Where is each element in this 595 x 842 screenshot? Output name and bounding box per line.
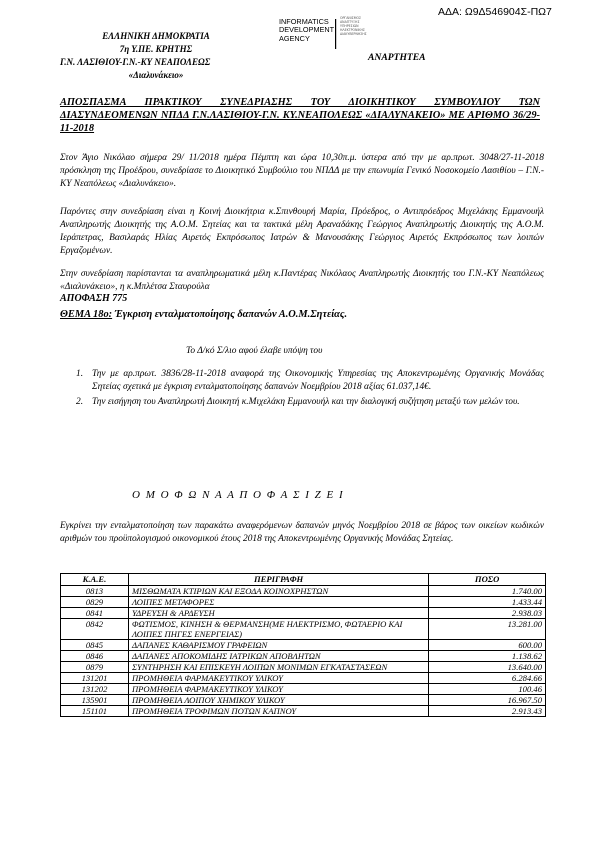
document-title: ΑΠΟΣΠΑΣΜΑ ΠΡΑΚΤΙΚΟΥ ΣΥΝΕΔΡΙΑΣΗΣ ΤΟΥ ΔΙΟΙΚΗΤΙΚΟΥ ΣΥΜΒΟΥΛΙΟΥ ΤΩΝ ΔΙΑΣΥΝΔΕΟΜΕΝΩΝ ΝΠΔΔ Γ.Ν.ΛΑΣΙΘΙΟΥ-Γ.Ν. ΚΥ.ΝΕΑΠΟΛΕΩΣ «ΔΙΑΛΥΝΑΚΕΙΟ» ΜΕ ΑΡΙΘΜΟ 36/29-11-2018	[60, 97, 540, 134]
logo-small-line: ΟΡΓΑΝΙΣΜΟΣ	[340, 16, 361, 20]
issuer-line: «Διαλυνάκειο»	[128, 70, 184, 80]
issuer-block	[56, 30, 256, 82]
header-amount: ΠΟΣΟ	[429, 574, 546, 586]
cell-amount: 1.433.44	[429, 597, 546, 608]
issuer-line: Γ.Ν. ΛΑΣΙΘΙΟΥ-Γ.Ν.-ΚΥ ΝΕΑΠΟΛΕΩΣ	[60, 57, 211, 67]
list-item	[60, 396, 544, 409]
list-number: 1.	[76, 369, 84, 379]
cell-amount: 13.640.00	[429, 662, 546, 673]
cell-amount: 1.138.62	[429, 651, 546, 662]
cell-amount: 13.281.00	[429, 619, 546, 640]
status-label: ΑΝΑΡΤΗΤΕΑ	[368, 52, 426, 63]
cell-description: ΠΡΟΜΗΘΕΙΑ ΦΑΡΜΑΚΕΥΤΙΚΟΥ ΥΛΙΚΟΥ	[128, 673, 428, 684]
logo-small-text	[340, 16, 390, 36]
table-row	[61, 706, 546, 717]
cell-description: ΜΙΣΘΩΜΑΤΑ ΚΤΙΡΙΩΝ ΚΑΙ ΕΞΟΔΑ ΚΟΙΝΟΧΡΗΣΤΩΝ	[128, 586, 428, 597]
cell-code: 0829	[61, 597, 129, 608]
header-description: ΠΕΡΙΓΡΑΦΗ	[128, 574, 428, 586]
expenses-table	[60, 573, 546, 717]
list-item-text: Την με αρ.πρωτ. 3836/28-11-2018 αναφορά της Οικονομικής Υπηρεσίας της Αποκεντρωμένης Οργανικής Μονάδας Σητείας σχετικά με έγκριση ενταλματοποίησης δαπανών Νοεμβρίου 2018 αξίας 61.037,14€.	[92, 369, 544, 392]
cell-amount: 100.46	[429, 684, 546, 695]
cell-amount: 2.913.43	[429, 706, 546, 717]
issuer-line: 7η Υ.ΠΕ. ΚΡΗΤΗΣ	[119, 44, 193, 54]
cell-amount: 6.284.66	[429, 673, 546, 684]
table-row	[61, 640, 546, 651]
paragraph-substitutes: Στην συνεδρίαση παρίστανται τα αναπληρωματικά μέλη κ.Παντέρας Νικόλαος Αναπληρωτής Διοικητής του Γ.Ν.-ΚΥ Νεαπόλεως «Διαλυνάκειο», η κ.Μπλέτσα Σταυρούλα	[60, 269, 544, 292]
considerations-list	[60, 368, 544, 411]
subject-label: ΘΕΜΑ 18ο:	[60, 309, 113, 320]
table-header-row	[61, 574, 546, 586]
logo-line: DEVELOPMENT	[279, 25, 335, 35]
cell-description: ΔΑΠΑΝΕΣ ΚΑΘΑΡΙΣΜΟΥ ΓΡΑΦΕΙΩΝ	[128, 640, 428, 651]
list-number: 2.	[76, 397, 84, 407]
cell-code: 0813	[61, 586, 129, 597]
subject-line	[60, 309, 347, 320]
cell-code: 151101	[61, 706, 129, 717]
list-item-text: Την εισήγηση του Αναπληρωτή Διοικητή κ.Μιχελάκη Εμμανουήλ και την διαλογική συζήτηση μεταξύ των μελών του.	[92, 397, 520, 407]
unanimous-heading: Ο Μ Ο Φ Ω Ν Α Α Π Ο Φ Α Σ Ι Ζ Ε Ι	[132, 489, 345, 501]
cell-code: 0845	[61, 640, 129, 651]
cell-description: ΠΡΟΜΗΘΕΙΑ ΤΡΟΦΙΜΩΝ ΠΟΤΩΝ ΚΑΠΝΟΥ	[128, 706, 428, 717]
ada-code: ΑΔΑ: Ω9Δ546904Σ-ΠΩ7	[438, 6, 552, 18]
board-considered: Το Δ/κό Σ/λιο αφού έλαβε υπόψη του	[186, 346, 323, 356]
table-row	[61, 662, 546, 673]
paragraph-present: Παρόντες στην συνεδρίαση είναι η Κοινή Διοικήτρια κ.Σπινθουρή Μαρία, Πρόεδρος, ο Αντιπρόεδρος Μιχελάκης Εμμανουήλ Αναπληρωτής Διοικητής της Α.Ο.Μ. Σητείας και τα τακτικά μέλη Αραναδάκης Γεώργιος Αναπληρωτής Διοικητής της Α.Ο.Μ. Ιεράπετρας, Βασιλαράς Ηλίας Αιρετός Εκπρόσωπος Ιατρών & Μανουσάκης Γεώργιος Αιρετός Εκπρόσωπος των λοιπών Εργαζομένων.	[60, 207, 544, 256]
cell-description: ΣΥΝΤΗΡΗΣΗ ΚΑΙ ΕΠΙΣΚΕΥΗ ΛΟΙΠΩΝ ΜΟΝΙΜΩΝ ΕΓΚΑΤΑΣΤΑΣΕΩΝ	[128, 662, 428, 673]
table-row	[61, 684, 546, 695]
cell-description: ΔΑΠΑΝΕΣ ΑΠΟΚΟΜΙΔΗΣ ΙΑΤΡΙΚΩΝ ΑΠΟΒΛΗΤΩΝ	[128, 651, 428, 662]
table-row	[61, 586, 546, 597]
cell-amount: 1.740.00	[429, 586, 546, 597]
logo-line: INFORMATICS	[279, 17, 329, 26]
cell-description: ΠΡΟΜΗΘΕΙΑ ΦΑΡΜΑΚΕΥΤΙΚΟΥ ΥΛΙΚΟΥ	[128, 684, 428, 695]
cell-code: 0879	[61, 662, 129, 673]
cell-code: 0846	[61, 651, 129, 662]
logo-small-line: ΥΠΗΡΕΣΙΩΝ	[340, 24, 359, 28]
paragraph-approves: Εγκρίνει την ενταλματοποίηση των παρακάτω αναφερόμενων δαπανών μηνός Νοεμβρίου 2018 σε βάρος των οικείων κωδικών αριθμών του προϋπολογισμού οικονομικού έτους 2018 της Αποκεντρωμένης Οργανικής Μονάδας Σητείας.	[60, 521, 544, 544]
table-row	[61, 608, 546, 619]
table-row	[61, 597, 546, 608]
table-row	[61, 651, 546, 662]
cell-amount: 16.967.50	[429, 695, 546, 706]
cell-description: ΠΡΟΜΗΘΕΙΑ ΛΟΙΠΟΥ ΧΗΜΙΚΟΥ ΥΛΙΚΟΥ	[128, 695, 428, 706]
logo-small-line: ΗΛΕΚΤΡΟΝΙΚΗΣ	[340, 28, 365, 32]
cell-description: ΛΟΙΠΕΣ ΜΕΤΑΦΟΡΕΣ	[128, 597, 428, 608]
subject-text: Έγκριση ενταλματοποίησης δαπανών Α.Ο.Μ.Σητείας.	[112, 309, 348, 320]
decision-number: ΑΠΟΦΑΣΗ 775	[60, 293, 128, 304]
issuer-line: ΕΛΛΗΝΙΚΗ ΔΗΜΟΚΡΑΤΙΑ	[102, 31, 210, 41]
cell-code: 131201	[61, 673, 129, 684]
cell-code: 135901	[61, 695, 129, 706]
paragraph-intro: Στον Άγιο Νικόλαο σήμερα 29/ 11/2018 ημέρα Πέμπτη και ώρα 10,30π.μ. ύστερα από την με αρ.πρωτ. 3048/27-11-2018 πρόσκληση της Προέδρου, συνεδρίασε το Διοικητικό Συμβούλιο του ΝΠΔΔ με την επωνυμία Γενικό Νοσοκομείο Λασιθίου – Γ.Ν.-ΚΥ Νεαπόλεως «Διαλυνάκειο».	[60, 153, 544, 189]
logo-small-line: ΔΙΑΚΥΒΕΡΝΗΣΗΣ	[340, 32, 367, 36]
cell-code: 0842	[61, 619, 129, 640]
cell-description: ΦΩΤΙΣΜΟΣ, ΚΙΝΗΣΗ & ΘΕΡΜΑΝΣΗ(ΜΕ ΗΛΕΚΤΡΙΣΜΟ, ΦΩΤΑΕΡΙΟ ΚΑΙ ΛΟΙΠΕΣ ΠΗΓΕΣ ΕΝΕΡΓΕΙΑΣ)	[128, 619, 428, 640]
logo-line: AGENCY	[279, 33, 310, 43]
cell-code: 131202	[61, 684, 129, 695]
cell-amount: 2.938.03	[429, 608, 546, 619]
header-kae: Κ.Α.Ε.	[61, 574, 129, 586]
table-row	[61, 619, 546, 640]
table-row	[61, 695, 546, 706]
list-item	[60, 368, 544, 394]
logo-text	[279, 18, 334, 43]
cell-amount: 600.00	[429, 640, 546, 651]
logo-small-line: ΑΝΑΠΤΥΞΗΣ	[340, 20, 360, 24]
cell-code: 0841	[61, 608, 129, 619]
cell-description: ΥΔΡΕΥΣΗ & ΑΡΔΕΥΣΗ	[128, 608, 428, 619]
table-row	[61, 673, 546, 684]
